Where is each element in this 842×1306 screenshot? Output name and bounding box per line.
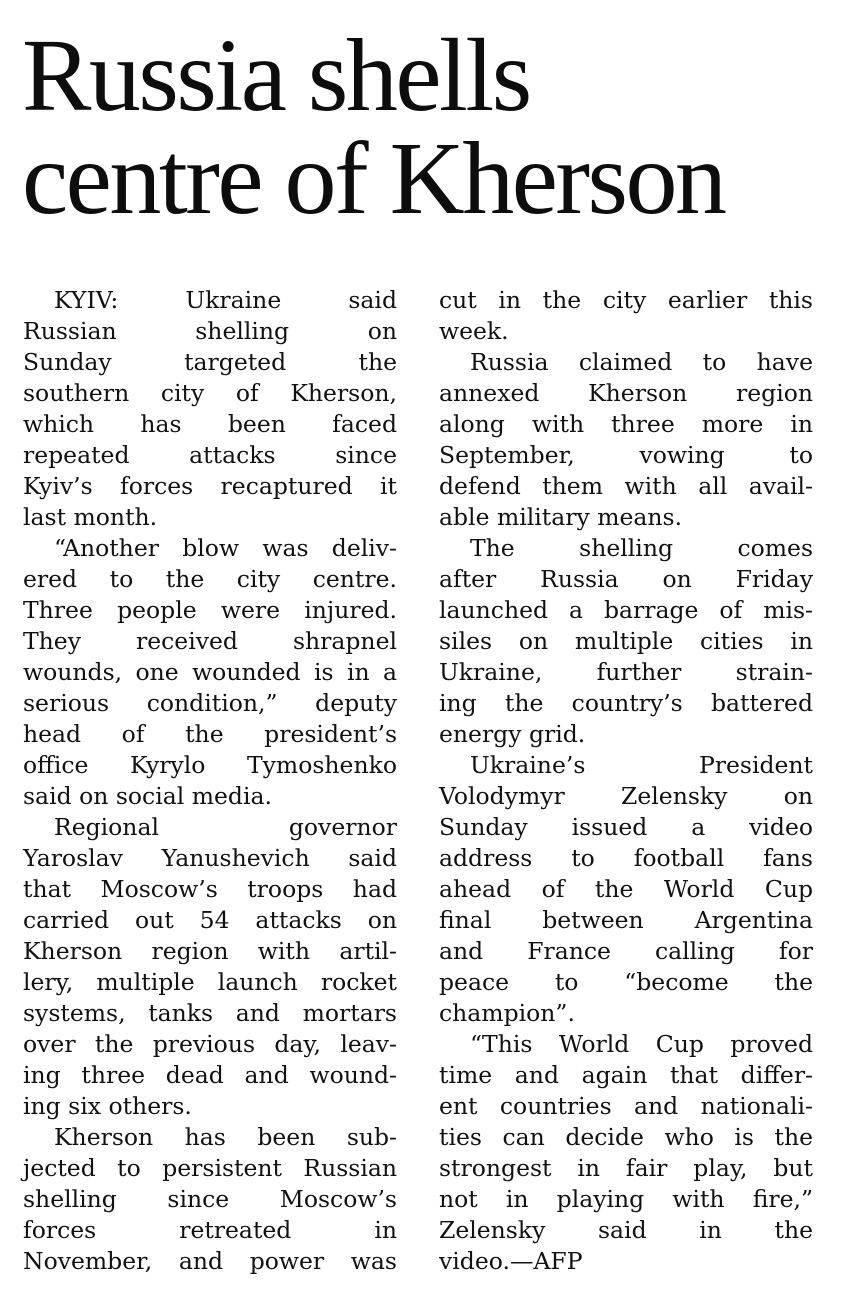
body-text-line: Kyiv’s forces recaptured it: [23, 472, 397, 500]
body-text-line: Regional governor: [54, 813, 397, 841]
body-text-line: along with three more in: [439, 410, 813, 438]
body-text-line: launched a barrage of mis-: [439, 596, 813, 624]
body-text-line: champion”.: [439, 999, 575, 1027]
body-text-line: that Moscow’s troops had: [23, 875, 397, 903]
body-text-line: “Another blow was deliv-: [54, 534, 397, 562]
body-text-line: Three people were injured.: [23, 596, 397, 624]
article-headline: [22, 18, 822, 236]
body-text-line: ing three dead and wound-: [23, 1061, 397, 1089]
body-text-line: Kherson region with artil-: [23, 937, 397, 965]
body-text-line: not in playing with fire,”: [439, 1185, 813, 1213]
body-text-line: Sunday targeted the: [23, 348, 397, 376]
headline-line-2: centre of Kherson: [22, 121, 725, 236]
body-text-line: systems, tanks and mortars: [23, 999, 397, 1027]
body-text-line: annexed Kherson region: [439, 379, 813, 407]
article-column-right: [439, 285, 813, 1277]
article-column-left: [23, 285, 397, 1277]
body-text-line: week.: [439, 317, 509, 345]
body-text-line: defend them with all avail-: [439, 472, 813, 500]
body-text-line: repeated attacks since: [23, 441, 397, 469]
body-text-line: time and again that differ-: [439, 1061, 813, 1089]
body-text-line: Kherson has been sub-: [54, 1123, 397, 1151]
body-text-line: ties can decide who is the: [439, 1123, 813, 1151]
body-text-line: ing six others.: [23, 1092, 192, 1120]
body-text-line: southern city of Kherson,: [23, 379, 397, 407]
body-text-line: office Kyrylo Tymoshenko: [23, 751, 397, 779]
body-text-line: Sunday issued a video: [439, 813, 813, 841]
body-text-line: Yaroslav Yanushevich said: [23, 844, 397, 872]
body-text-line: over the previous day, leav-: [23, 1030, 397, 1058]
body-text-line: strongest in fair play, but: [439, 1154, 813, 1182]
body-text-line: serious condition,” deputy: [23, 689, 397, 717]
body-text-line: They received shrapnel: [23, 627, 397, 655]
body-text-line: Ukraine’s President: [470, 751, 813, 779]
body-text-line: ered to the city centre.: [23, 565, 397, 593]
body-text-line: cut in the city earlier this: [439, 286, 813, 314]
body-text-line: Volodymyr Zelensky on: [439, 782, 813, 810]
body-text-line: head of the president’s: [23, 720, 397, 748]
body-text-line: Ukraine, further strain-: [439, 658, 813, 686]
body-text-line: address to football fans: [439, 844, 813, 872]
body-text-line: KYIV: Ukraine said: [54, 286, 397, 314]
body-text-line: lery, multiple launch rocket: [23, 968, 397, 996]
body-text-line: jected to persistent Russian: [23, 1154, 397, 1182]
body-text-line: siles on multiple cities in: [439, 627, 813, 655]
body-text-line: The shelling comes: [470, 534, 813, 562]
body-text-line: said on social media.: [23, 782, 272, 810]
body-text-line: shelling since Moscow’s: [23, 1185, 397, 1213]
body-text-line: energy grid.: [439, 720, 586, 748]
body-text-line: which has been faced: [23, 410, 397, 438]
body-text-line: able military means.: [439, 503, 683, 531]
body-text-line: ahead of the World Cup: [439, 875, 813, 903]
body-text-line: Russian shelling on: [23, 317, 397, 345]
body-text-line: “This World Cup proved: [470, 1030, 813, 1058]
body-text-line: last month.: [23, 503, 158, 531]
body-text-line: video.—AFP: [439, 1247, 583, 1275]
body-text-line: wounds, one wounded is in a: [23, 658, 397, 686]
headline-line-1: Russia shells: [22, 18, 530, 133]
body-text-line: September, vowing to: [439, 441, 813, 469]
body-text-line: forces retreated in: [23, 1216, 397, 1244]
body-text-line: ing the country’s battered: [439, 689, 813, 717]
body-text-line: and France calling for: [439, 937, 813, 965]
body-text-line: after Russia on Friday: [439, 565, 813, 593]
body-text-line: ent countries and nationali-: [439, 1092, 813, 1120]
body-text-line: carried out 54 attacks on: [23, 906, 397, 934]
body-text-line: November, and power was: [23, 1247, 397, 1275]
body-text-line: Russia claimed to have: [470, 348, 813, 376]
body-text-line: final between Argentina: [439, 906, 813, 934]
body-text-line: Zelensky said in the: [439, 1216, 813, 1244]
body-text-line: peace to “become the: [439, 968, 813, 996]
